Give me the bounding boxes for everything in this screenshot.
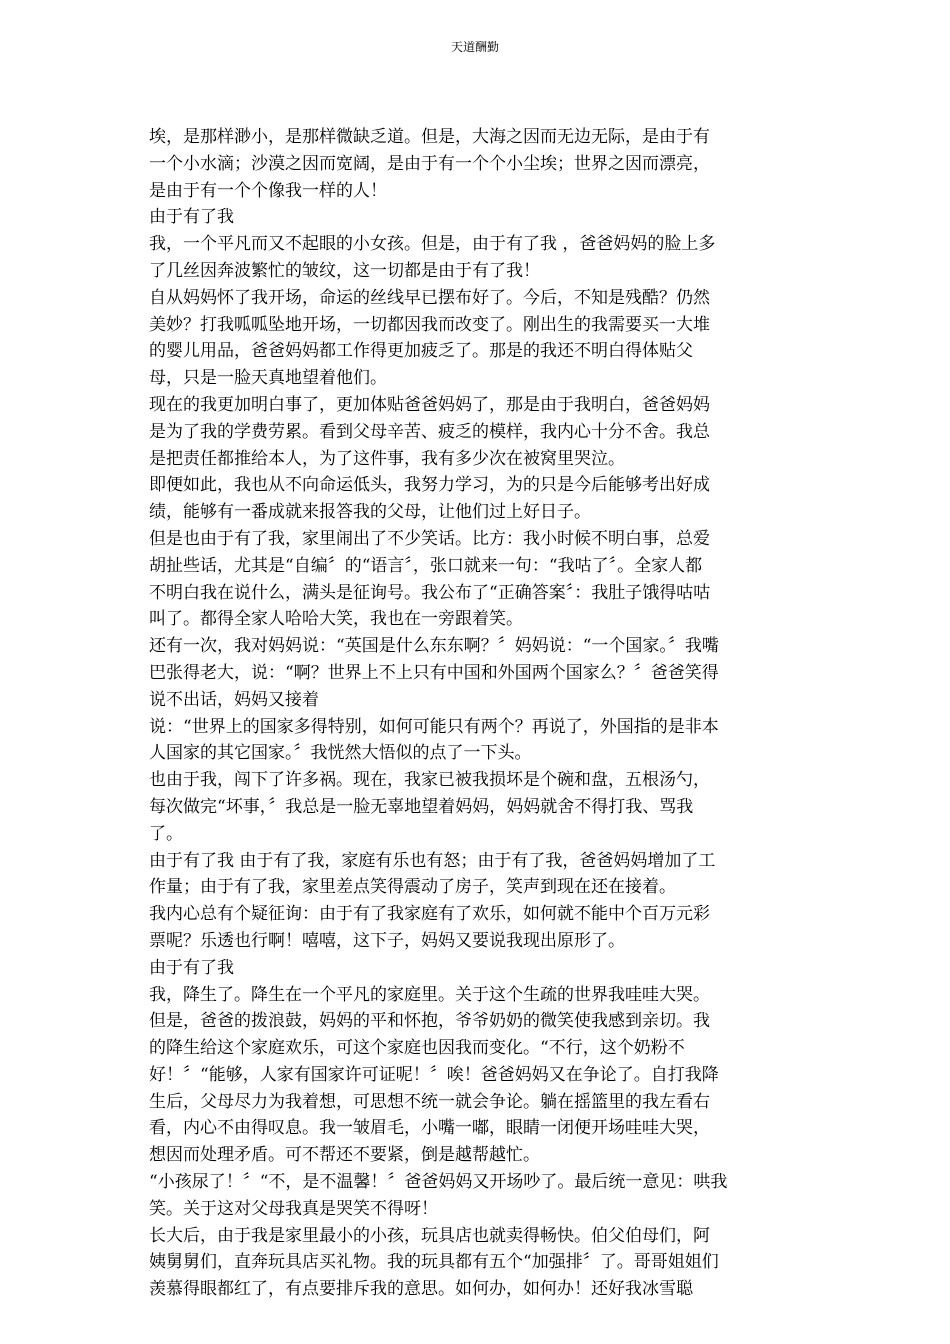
text-line: 叫了。都得全家人哈哈大笑，我也在一旁跟着笑。: [149, 609, 523, 630]
text-line: 是由于有一个个像我一样的人！: [149, 180, 387, 201]
text-line: 我，降生了。降生在一个平凡的家庭里。关于这个生疏的世界我哇哇大哭。: [149, 984, 710, 1005]
text-line: 生后，父母尽力为我着想，可思想不统一就会争论。躺在摇篮里的我左看右: [149, 1091, 710, 1112]
text-line: 母，只是一脸天真地望着他们。: [149, 368, 387, 389]
text-line: 不明白我在说什么，满头是征询号。我公布了“正确答案〞：我肚子饿得咕咕: [149, 582, 711, 603]
text-line: “小孩尿了！〞“不，是不温馨！〞爸爸妈妈又开场吵了。最后统一意见：哄我: [149, 1172, 728, 1193]
text-line: 巴张得老大，说：“啊？世界上不上只有中国和外国两个国家么？〞爸爸笑得: [149, 662, 719, 683]
text-line: 但是也由于有了我，家里闹出了不少笑话。比方：我小时候不明白事，总爱: [149, 528, 710, 549]
text-line: 了几丝因奔波繁忙的皱纹，这一切都是由于有了我！: [149, 260, 540, 281]
text-line: 也由于我，闯下了许多祸。现在，我家已被我损坏是个碗和盘，五根汤勺，: [149, 770, 710, 791]
text-line: 想因而处理矛盾。可不帮还不要紧，倒是越帮越忙。: [149, 1145, 540, 1166]
text-line: 绩，能够有一番成就来报答我的父母，让他们过上好日子。: [149, 502, 591, 523]
text-line: 的降生给这个家庭欢乐，可这个家庭也因我而变化。“不行，这个奶粉不: [149, 1038, 685, 1059]
text-line: 票呢？乐透也行啊！嘻嘻，这下子，妈妈又要说我现出原形了。: [149, 930, 625, 951]
text-line: 胡扯些话，尤其是“自编〞的“语言〞，张口就来一句：“我咕了〞。全家人都: [149, 555, 703, 576]
text-line: 人国家的其它国家。〞我恍然大悟似的点了一下头。: [149, 743, 532, 764]
text-line: 每次做完“坏事，〞我总是一脸无辜地望着妈妈，妈妈就舍不得打我、骂我: [149, 796, 694, 817]
text-line: 羡慕得眼都红了，有点要排斥我的意思。如何办，如何办！还好我冰雪聪: [149, 1279, 693, 1300]
text-line: 好！〞“能够，人家有国家许可证呢！〞唉！爸爸妈妈又在争论了。自打我降: [149, 1064, 719, 1085]
text-line: 由于有了我 由于有了我，家庭有乐也有怒；由于有了我，爸爸妈妈增加了工: [149, 850, 716, 871]
text-line: 埃，是那样渺小，是那样微缺乏道。但是，大海之因而无边无际，是由于有: [149, 127, 710, 147]
text-line: 说：“世界上的国家多得特别，如何可能只有两个？再说了，外国指的是非本: [149, 716, 719, 737]
text-line: 姨舅舅们，直奔玩具店买礼物。我的玩具都有五个“加强排〞了。哥哥姐姐们: [149, 1252, 719, 1273]
text-line: 长大后，由于我是家里最小的小孩，玩具店也就卖得畅快。伯父伯母们，阿: [149, 1225, 710, 1246]
body-text: [149, 124, 804, 1303]
text-line: 了。: [149, 823, 183, 844]
text-line: 但是，爸爸的拨浪鼓，妈妈的平和怀抱，爷爷奶奶的微笑使我感到亲切。我: [149, 1011, 710, 1032]
text-line: 现在的我更加明白事了，更加体贴爸爸妈妈了，那是由于我明白，爸爸妈妈: [149, 394, 710, 415]
text-line: 美妙？打我呱呱坠地开场，一切都因我而改变了。刚出生的我需要买一大堆: [149, 314, 710, 335]
text-line: 作量；由于有了我，家里差点笑得震动了房子，笑声到现在还在接着。: [149, 877, 676, 898]
text-line: 看，内心不由得叹息。我一皱眉毛，小嘴一嘟，眼睛一闭便开场哇哇大哭，: [149, 1118, 710, 1139]
text-line: 笑。关于这对父母我真是哭笑不得呀！: [149, 1198, 438, 1219]
text-line: 我，一个平凡而又不起眼的小女孩。但是，由于有了我 ，爸爸妈妈的脸上多: [149, 234, 716, 255]
text-line: 由于有了我: [149, 957, 234, 978]
text-line: 的婴儿用品，爸爸妈妈都工作得更加疲乏了。那是的我还不明白得体贴父: [149, 341, 693, 362]
page-header: 天道酬勤: [450, 40, 499, 54]
text-line: 我内心总有个疑征询：由于有了我家庭有了欢乐，如何就不能中个百万元彩: [149, 904, 710, 925]
text-line: 自从妈妈怀了我开场，命运的丝线早已摆布好了。今后，不知是残酷？仍然: [149, 287, 710, 308]
text-line: 一个小水滴；沙漠之因而宽阔，是由于有一个个小尘埃；世界之因而漂亮，: [149, 153, 710, 174]
text-line: 是为了我的学费劳累。看到父母辛苦、疲乏的模样，我内心十分不舍。我总: [149, 421, 710, 442]
text-line: 即便如此，我也从不向命运低头，我努力学习，为的只是今后能够考出好成: [149, 475, 710, 496]
text-line: 还有一次，我对妈妈说：“英国是什么东东啊？〞妈妈说：“一个国家。〞我嘴: [149, 636, 719, 657]
text-line: 是把责任都推给本人，为了这件事，我有多少次在被窝里哭泣。: [149, 448, 625, 469]
text-line: 说不出话，妈妈又接着: [149, 689, 319, 710]
text-line: 由于有了我: [149, 207, 234, 228]
